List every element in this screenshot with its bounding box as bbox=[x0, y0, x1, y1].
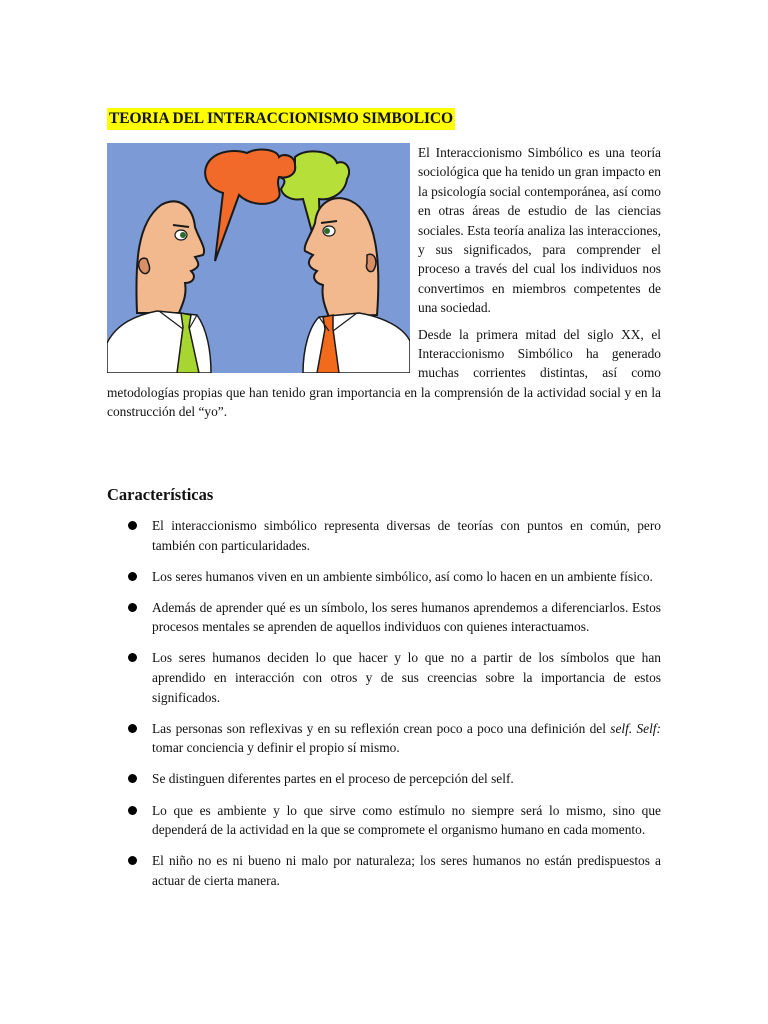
illustration-watermark: ©casper bbox=[355, 359, 399, 370]
italic-self-term: self. Self: bbox=[610, 720, 661, 736]
bullet-icon bbox=[128, 774, 137, 783]
intro-paragraph-1: El Interaccionismo Simbólico es una teoría sociológica que ha tenido un gran impacto en la psicología social contemporánea, así como en otras áreas de estudio de las ciencias sociales. Esta teoría analiza las interacciones, y sus significados, para comprender el proceso a través del cual los individuos nos convertimos en miembros competentes de una sociedad. bbox=[418, 145, 661, 316]
bullet-icon bbox=[128, 724, 137, 733]
document-title: TEORIA DEL INTERACCIONISMO SIMBOLICO bbox=[107, 108, 455, 130]
list-item: Además de aprender qué es un símbolo, los seres humanos aprendemos a diferenciarlos. Estos procesos mentales se aprenden de aquellos individuos con quienes interactuamos. bbox=[107, 598, 661, 637]
intro-paragraph-2: Desde la primera mitad del siglo XX, el Interaccionismo Simbólico ha generado muchas corrientes distintas, así como metodologías propias que han tenido gran importancia en la comprensión de la actividad social y en la construcción del “yo”. bbox=[107, 326, 661, 420]
list-item: El niño no es ni bueno ni malo por naturaleza; los seres humanos no están predispuestos a actuar de cierta manera. bbox=[107, 851, 661, 890]
bullet-icon bbox=[128, 603, 137, 612]
section-title: Características bbox=[107, 485, 214, 504]
bullet-icon bbox=[128, 806, 137, 815]
conversation-illustration bbox=[107, 143, 410, 373]
bullet-icon bbox=[128, 653, 137, 662]
left-person-pupil bbox=[180, 232, 186, 238]
list-item: Los seres humanos viven en un ambiente simbólico, así como lo hacen en un ambiente físico. bbox=[107, 567, 661, 587]
bullet-icon bbox=[128, 521, 137, 530]
list-item: Las personas son reflexivas y en su reflexión crean poco a poco una definición del self. Self: tomar conciencia y definir el propio sí mismo. bbox=[107, 719, 661, 758]
list-item: Se distinguen diferentes partes en el proceso de percepción del self. bbox=[107, 769, 661, 789]
right-person-ear bbox=[366, 254, 375, 271]
list-item: Los seres humanos deciden lo que hacer y lo que no a partir de los símbolos que han aprendido en interacción con otros y de sus creencias sobre la importancia de estos significados. bbox=[107, 648, 661, 707]
left-person-ear bbox=[139, 258, 150, 273]
bullet-icon bbox=[128, 572, 137, 581]
characteristics-list bbox=[107, 516, 661, 902]
bullet-icon bbox=[128, 856, 137, 865]
list-item: El interaccionismo simbólico representa diversas de teorías con puntos en común, pero también con particularidades. bbox=[107, 516, 661, 555]
intro-block bbox=[107, 143, 661, 422]
right-person-pupil bbox=[324, 228, 330, 234]
list-item: Lo que es ambiente y lo que sirve como estímulo no siempre será lo mismo, sino que dependerá de la actividad en la que se compromete el organismo humano en cada momento. bbox=[107, 801, 661, 840]
